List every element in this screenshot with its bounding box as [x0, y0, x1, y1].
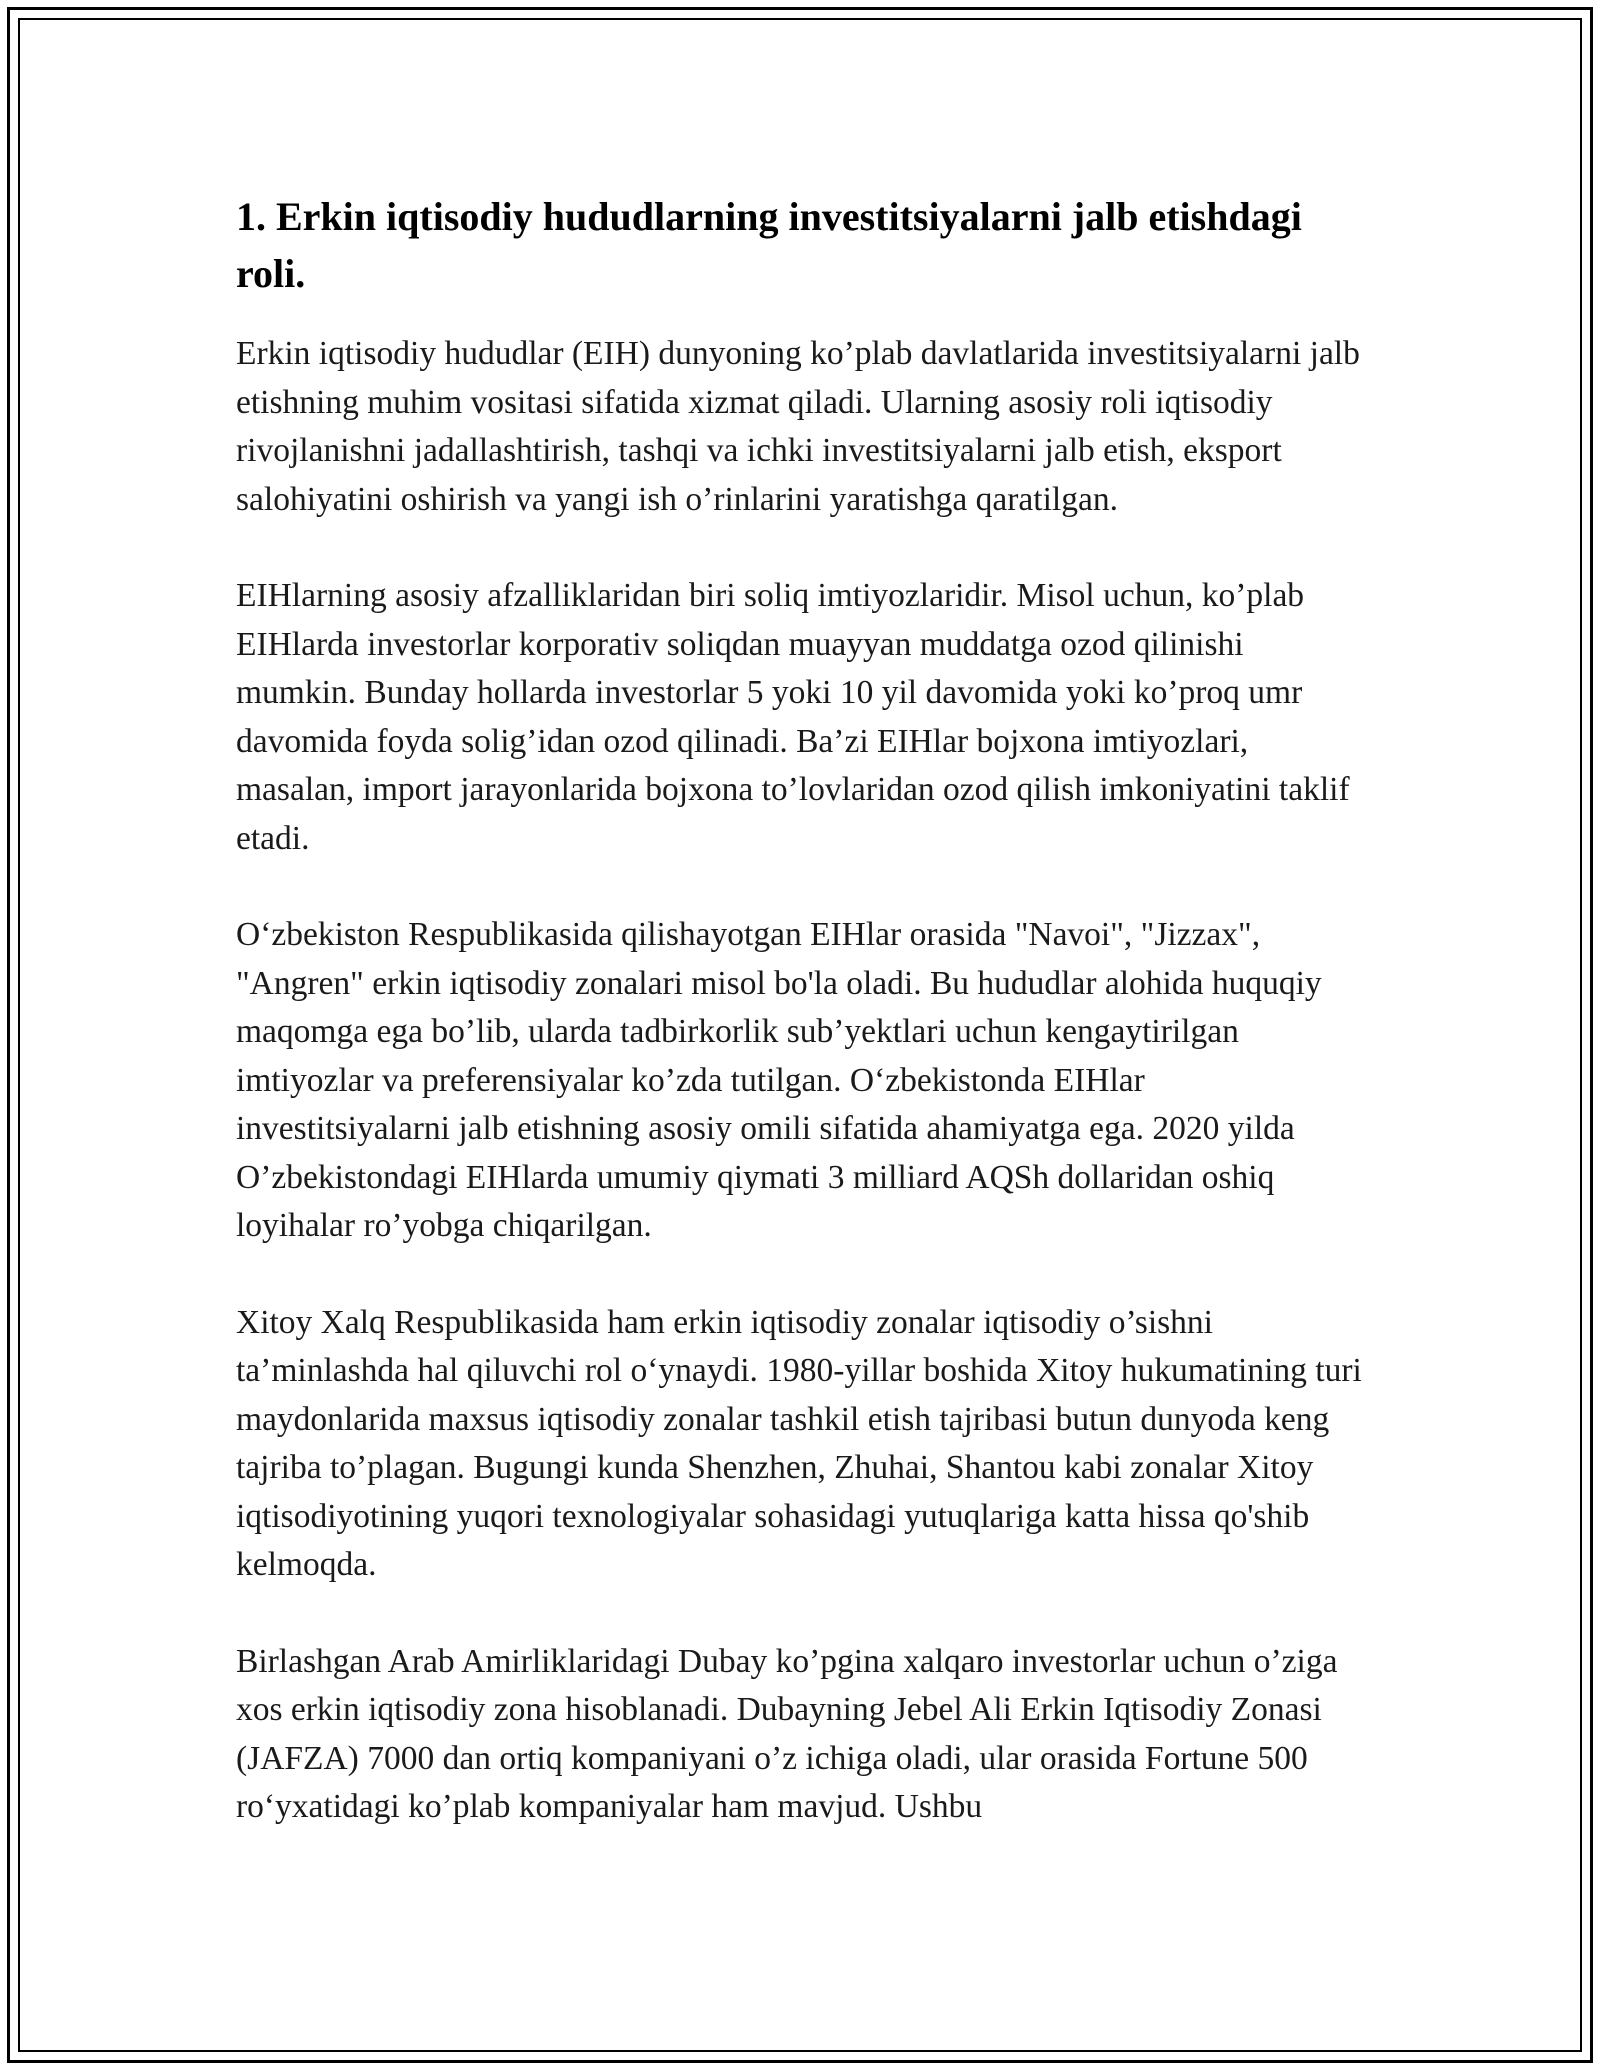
document-body: [236, 188, 1366, 1880]
paragraph-eih-intro: Erkin iqtisodiy hududlar (EIH) dunyoning ko’plab davlatlarida investitsiyalarni jalb etishning muhim vositasi sifatida xizmat qiladi. Ularning asosiy roli iqtisodiy rivojlanishni jadallashtirish, tashqi va ichki investitsiyalarni jalb etish, eksport salohiyatini oshirish va yangi ish o’rinlarini yaratishga qaratilgan.: [236, 335, 1360, 518]
paragraph-china: Xitoy Xalq Respublikasida ham erkin iqtisodiy zonalar iqtisodiy o’sishni ta’minlashda hal qiluvchi rol o‘ynaydi. 1980-yillar boshida Xitoy hukumatining turi maydonlarida maxsus iqtisodiy zonalar tashkil etish tajribasi butun dunyoda keng tajriba to’plagan. Bugungi kunda Shenzhen, Zhuhai, Shantou kabi zonalar Xitoy iqtisodiyotining yuqori texnologiyalar sohasidagi yutuqlariga katta hissa qo'shib kelmoqda.: [236, 1303, 1362, 1583]
paragraph-tax-benefits: EIHlarning asosiy afzalliklaridan biri soliq imtiyozlaridir. Misol uchun, ko’plab EIHlarda investorlar korporativ soliqdan muayyan muddatga ozod qilinishi mumkin. Bunday hollarda investorlar 5 yoki 10 yil davomida yoki ko’proq umr davomida foyda solig’idan ozod qilinadi. Ba’zi EIHlar bojxona imtiyozlari, masalan, import jarayonlarida bojxona to’lovlaridan ozod qilish imkoniyatini taklif etadi.: [236, 577, 1350, 857]
section-heading: 1. Erkin iqtisodiy hududlarning investitsiyalarni jalb etishdagi roli.: [236, 194, 1302, 296]
paragraph-uzbekistan: O‘zbekiston Respublikasida qilishayotgan EIHlar orasida "Navoi", "Jizzax", "Angren" erkin iqtisodiy zonalari misol bo'la oladi. Bu hududlar alohida huquqiy maqomga ega bo’lib, ularda tadbirkorlik sub’yektlari uchun kengaytirilgan imtiyozlar va preferensiyalar ko’zda tutilgan. O‘zbekistonda EIHlar investitsiyalarni jalb etishning asosiy omili sifatida ahamiyatga ega. 2020 yilda O’zbekistondagi EIHlarda umumiy qiymati 3 milliard AQSh dollaridan oshiq loyihalar ro’yobga chiqarilgan.: [236, 916, 1322, 1244]
paragraph-dubai: Birlashgan Arab Amirliklaridagi Dubay ko’pgina xalqaro investorlar uchun o’ziga xos erkin iqtisodiy zona hisoblanadi. Dubayning Jebel Ali Erkin Iqtisodiy Zonasi (JAFZA) 7000 dan ortiq kompaniyani o’z ichiga oladi, ular orasida Fortune 500 ro‘yxatidagi ko’plab kompaniyalar ham mavjud. Ushbu: [236, 1642, 1338, 1825]
